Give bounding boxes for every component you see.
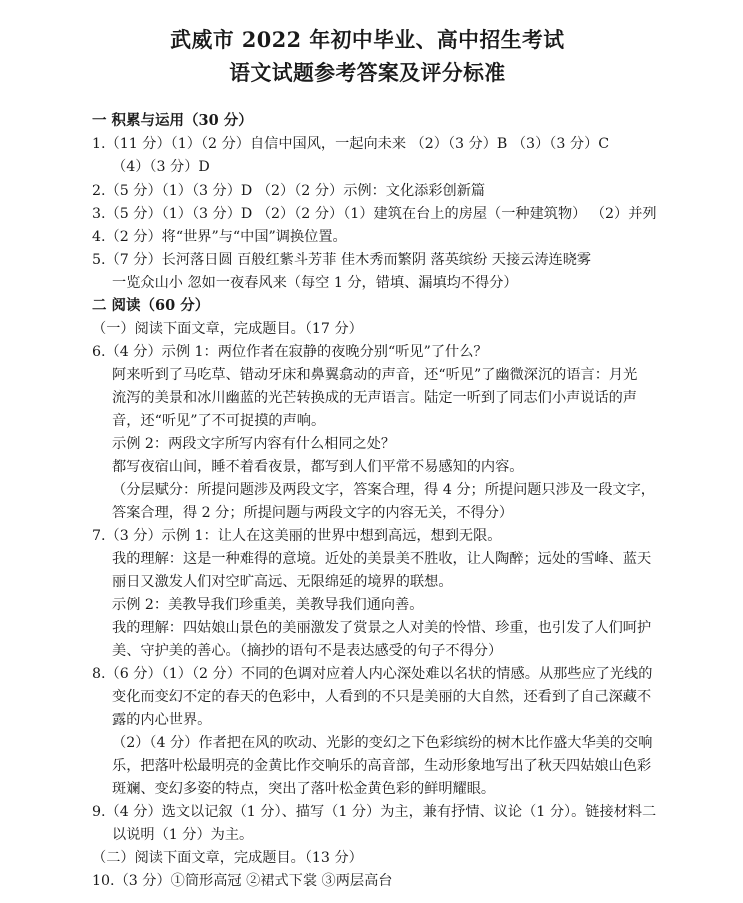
answer-line: 都写夜宿山间，睡不着看夜景，都写到人们平常不易感知的内容。 bbox=[112, 459, 524, 475]
document-title: 武威市 2022 年初中毕业、高中招生考试 bbox=[170, 27, 565, 52]
answer-line: 音，还“听见”了不可捉摸的声响。 bbox=[112, 413, 326, 429]
answer-line: 9.（4 分）选文以记叙（1 分）、描写（1 分）为主，兼有抒情、议论（1 分）。链接材料二 bbox=[92, 804, 657, 820]
answer-line: 示例 2：美教导我们珍重美，美教导我们通向善。 bbox=[112, 597, 424, 613]
answer-line: 我的理解：这是一种难得的意境。近处的美景美不胜收，让人陶醉；远处的雪峰、蓝天 bbox=[112, 551, 652, 567]
section-heading-2: 二 阅读（60 分） bbox=[92, 297, 210, 314]
answer-line: 阿来听到了马吃草、错动牙床和鼻翼翕动的声音，还“听见”了幽微深沉的语言：月光 bbox=[112, 367, 638, 383]
answer-line: 6.（4 分）示例 1：两位作者在寂静的夜晚分别“听见”了什么？ bbox=[92, 344, 488, 360]
answer-line: 我的理解：四姑娘山景色的美丽激发了赏景之人对美的怜惜、珍重，也引发了人们呵护 bbox=[112, 620, 652, 636]
answer-line: 2.（5 分）（1）（3 分）D （2）（2 分）示例：文化添彩创新篇 bbox=[92, 183, 486, 199]
subsection-heading: （二）阅读下面文章，完成题目。（13 分） bbox=[92, 850, 363, 866]
answer-line: 露的内心世界。 bbox=[112, 712, 212, 728]
scoring-note: （分层赋分：所提问题涉及两段文字，答案合理，得 4 分；所提问题只涉及一段文字， bbox=[112, 482, 655, 498]
answer-line: 5.（7 分）长河落日圆 百般红紫斗芳菲 佳木秀而繁阴 落英缤纷 天接云涛连晓雾 bbox=[92, 252, 592, 268]
answer-line: 美、守护美的善心。（摘抄的语句不是表达感受的句子不得分） bbox=[112, 643, 503, 659]
answer-line: 一览众山小 忽如一夜春风来（每空 1 分，错填、漏填均不得分） bbox=[112, 275, 518, 291]
answer-line: 7.（3 分）示例 1：让人在这美丽的世界中想到高远，想到无限。 bbox=[92, 528, 502, 544]
answer-line: 丽日又激发人们对空旷高远、无限绵延的境界的联想。 bbox=[112, 574, 453, 590]
answer-line: 8.（6 分）（1）（2 分）不同的色调对应着人内心深处难以名状的情感。从那些应了光线的 bbox=[92, 666, 653, 682]
answer-line: 4.（2 分）将“世界”与“中国”调换位置。 bbox=[92, 229, 347, 245]
answer-line: 斑斓、变幻多姿的特点，突出了落叶松金黄色彩的鲜明耀眼。 bbox=[112, 781, 496, 797]
subsection-heading: （一）阅读下面文章，完成题目。（17 分） bbox=[92, 321, 363, 337]
answer-line: 流泻的美景和冰川幽蓝的光芒转换成的无声语言。陆定一听到了同志们小声说话的声 bbox=[112, 390, 637, 406]
answer-line: 1.（11 分）（1）（2 分）自信中国风，一起向未来 （2）（3 分）B （3）（3 分）C bbox=[92, 136, 610, 152]
answer-line: 乐，把落叶松最明亮的金黄比作交响乐的高音部，生动形象地写出了秋天四姑娘山色彩 bbox=[112, 758, 652, 774]
answer-line: 10.（3 分）①筒形高冠 ②裙式下裳 ③两层高台 bbox=[92, 873, 393, 889]
answer-line: （2）（4 分）作者把在风的吹动、光影的变幻之下色彩缤纷的树木比作盛大华美的交响 bbox=[112, 735, 653, 751]
scoring-note: 答案合理，得 2 分；所提问题与两段文字的内容无关，不得分） bbox=[112, 505, 514, 521]
answer-line: （4）（3 分）D bbox=[112, 159, 210, 175]
answer-line: 3.（5 分）（1）（3 分）D （2）（2 分）（1）建筑在台上的房屋（一种建筑物） （2）并列 bbox=[92, 206, 657, 222]
document-subtitle: 语文试题参考答案及评分标准 bbox=[229, 60, 506, 85]
answer-line: 以说明（1 分）为主。 bbox=[112, 827, 254, 843]
section-heading-1: 一 积累与运用（30 分） bbox=[92, 112, 253, 129]
answer-line: 变化而变幻不定的春天的色彩中，人看到的不只是美丽的大自然，还看到了自己深藏不 bbox=[112, 689, 652, 705]
answer-line: 示例 2：两段文字所写内容有什么相同之处？ bbox=[112, 436, 396, 452]
